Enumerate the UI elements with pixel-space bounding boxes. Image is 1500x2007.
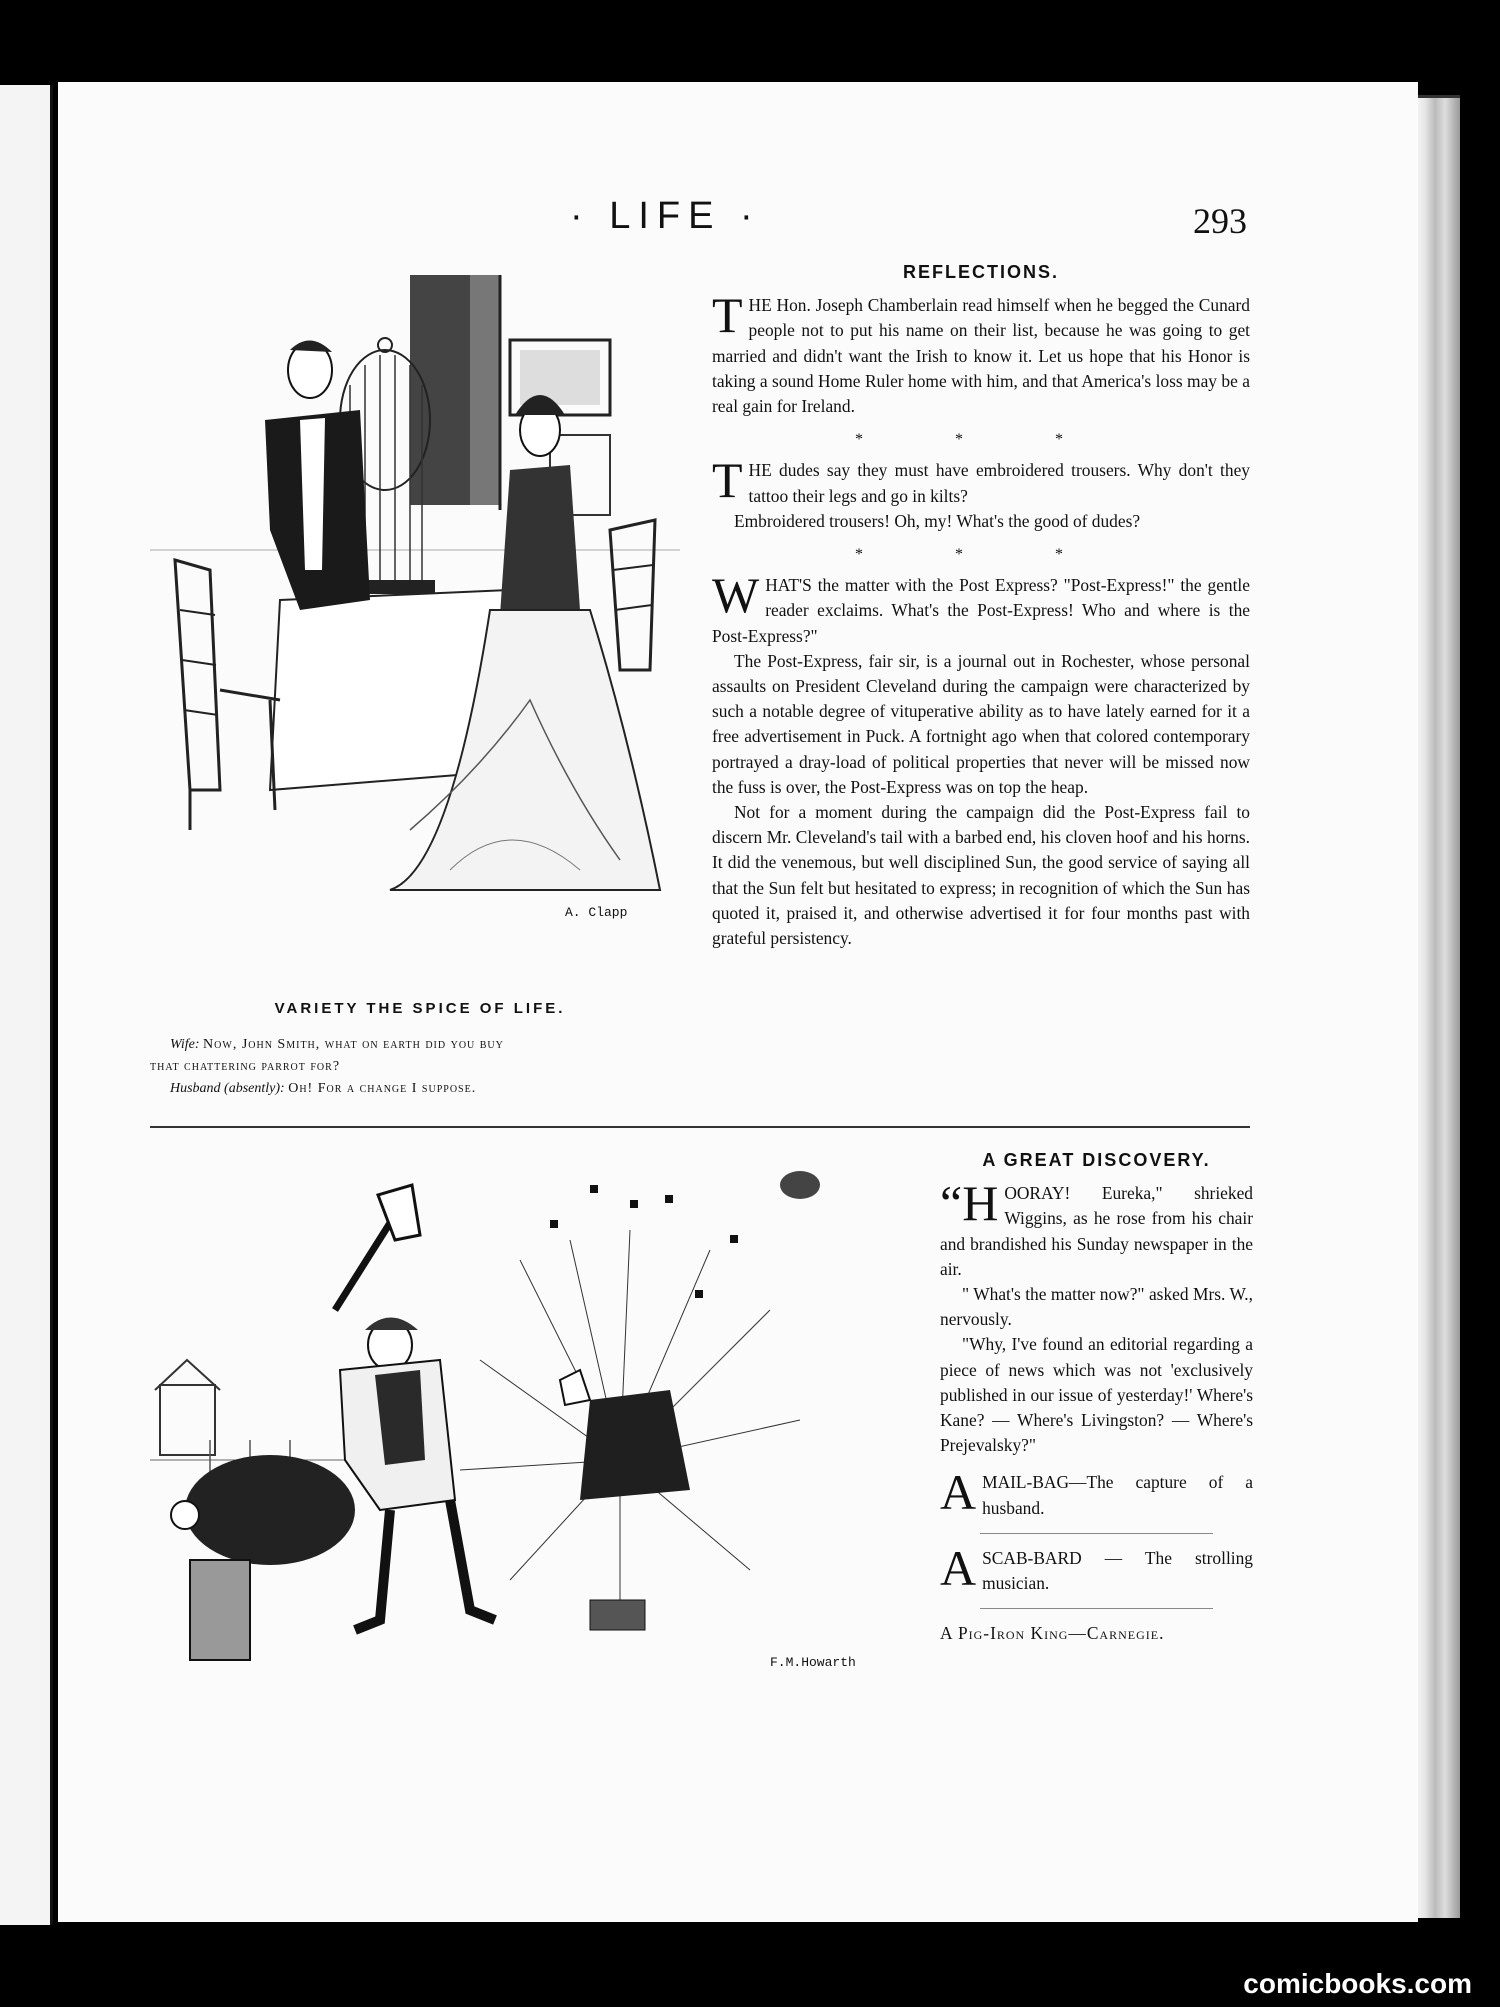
joke-pig-iron-king: A Pig-Iron King—Carnegie. [940,1623,1165,1644]
paragraph-text: OORAY! Eureka," shrieked Wiggins, as he rose from his chair and brandished his Sunday newspaper in the air. [940,1183,1253,1279]
cartoon1-signature: A. Clapp [565,905,628,920]
paragraph-text: HAT'S the matter with the Post Express? "Post-Express!" the gentle reader exclaims. What's the Post-Express! Who and where is the Post-Express?" [712,575,1250,646]
cartoon1-caption-line2: that chattering parrot for? [150,1059,341,1074]
cartoon1-caption-title: VARIETY THE SPICE OF LIFE. [274,1000,566,1017]
joke-divider [980,1533,1213,1534]
reflections-paragraph-2 [712,452,1250,509]
cartoon1-caption-line1 [170,1037,504,1053]
drop-cap: T [712,287,743,344]
cartoon1-caption-text1: Now, John Smith, what on earth did you buy [203,1037,504,1052]
discovery-paragraph-1 [940,1175,1253,1282]
reflections-paragraph-1 [712,287,1250,419]
discovery-paragraph-2: " What's the matter now?" asked Mrs. W., nervously. [940,1284,1253,1330]
reflections-paragraph-6: Not for a moment during the campaign did the Post-Express fail to discern Mr. Cleveland's tail with a barbed end, his cloven hoof and his horns. It did the venemous, but well disciplined Sun, the good service of saying all that the Sun felt but hesitated to express; in recognition of which the Sun has quoted it, praised it, and otherwise advertised it for four months past with grateful persistency. [712,802,1250,949]
joke-scab-bard [940,1539,1253,1596]
cartoon-parlor-illustration [150,270,680,920]
drop-cap: A [940,1539,977,1596]
reflections-heading: REFLECTIONS. [902,262,1059,282]
drop-cap: W [712,567,760,624]
paragraph-text: HE dudes say they must have embroidered trousers. Why don't they tattoo their legs and go in kilts? [748,460,1250,506]
previous-page-edge [0,85,53,1925]
page-number: 293 [1193,201,1247,241]
discovery-heading: A GREAT DISCOVERY. [982,1150,1211,1170]
section-rule [150,1126,1250,1128]
joke-divider [980,1608,1213,1609]
joke-text: SCAB-BARD — The strolling musician. [982,1547,1253,1594]
reflections-column [712,260,1250,951]
drop-cap: T [712,452,743,509]
cartoon1-caption-text3: Oh! For a change I suppose. [288,1081,477,1096]
joke-text: MAIL-BAG—The capture of a husband. [982,1472,1253,1518]
cartoon1-speaker-husband: Husband (absently): [170,1081,285,1096]
joke-mail-bag [940,1464,1253,1521]
site-watermark: comicbooks.com [1243,1968,1472,1999]
masthead-title: · LIFE · [570,195,761,237]
reflections-paragraph-5: The Post-Express, fair sir, is a journal out in Rochester, whose personal assaults on President Cleveland during the campaign were characterized by such a notable degree of vituperative ability as to have lately earned for it a free advertisement in Puck. A fortnight ago when that colored contemporary portrayed a dray-load of political properties that never will be missed now the fuss is over, the Post-Express was on top the heap. [712,650,1250,797]
cartoon1-caption-line3 [170,1081,476,1097]
spacer [940,1458,1253,1470]
section-divider-stars: * * * [855,546,1107,564]
paragraph-text: HE Hon. Joseph Chamberlain read himself when he begged the Cunard people not to put his name on their list, because he was going to get married and didn't want the Irish to know it. Let us hope that his Honor is taking a sound Home Ruler home with him, and that America's loss may be a real gain for Ireland. [712,295,1250,417]
discovery-paragraph-3: "Why, I've found an editorial regarding a piece of news which was not 'exclusively published in our issue of yesterday!' Where's Kane? — Where's Livingston? — Where's Prejevalsky?" [940,1334,1253,1456]
drop-cap: “H [940,1175,999,1232]
cartoon2-signature: F.M.Howarth [770,1655,856,1670]
section-divider-stars: * * * [855,431,1107,449]
drop-cap: A [940,1464,977,1521]
cartoon-woodchopper-illustration [150,1160,910,1680]
reflections-paragraph-4 [712,567,1250,649]
cartoon1-speaker-wife: Wife: [170,1037,200,1052]
discovery-column [940,1148,1253,1646]
reflections-paragraph-3: Embroidered trousers! Oh, my! What's the good of dudes? [734,510,1141,531]
